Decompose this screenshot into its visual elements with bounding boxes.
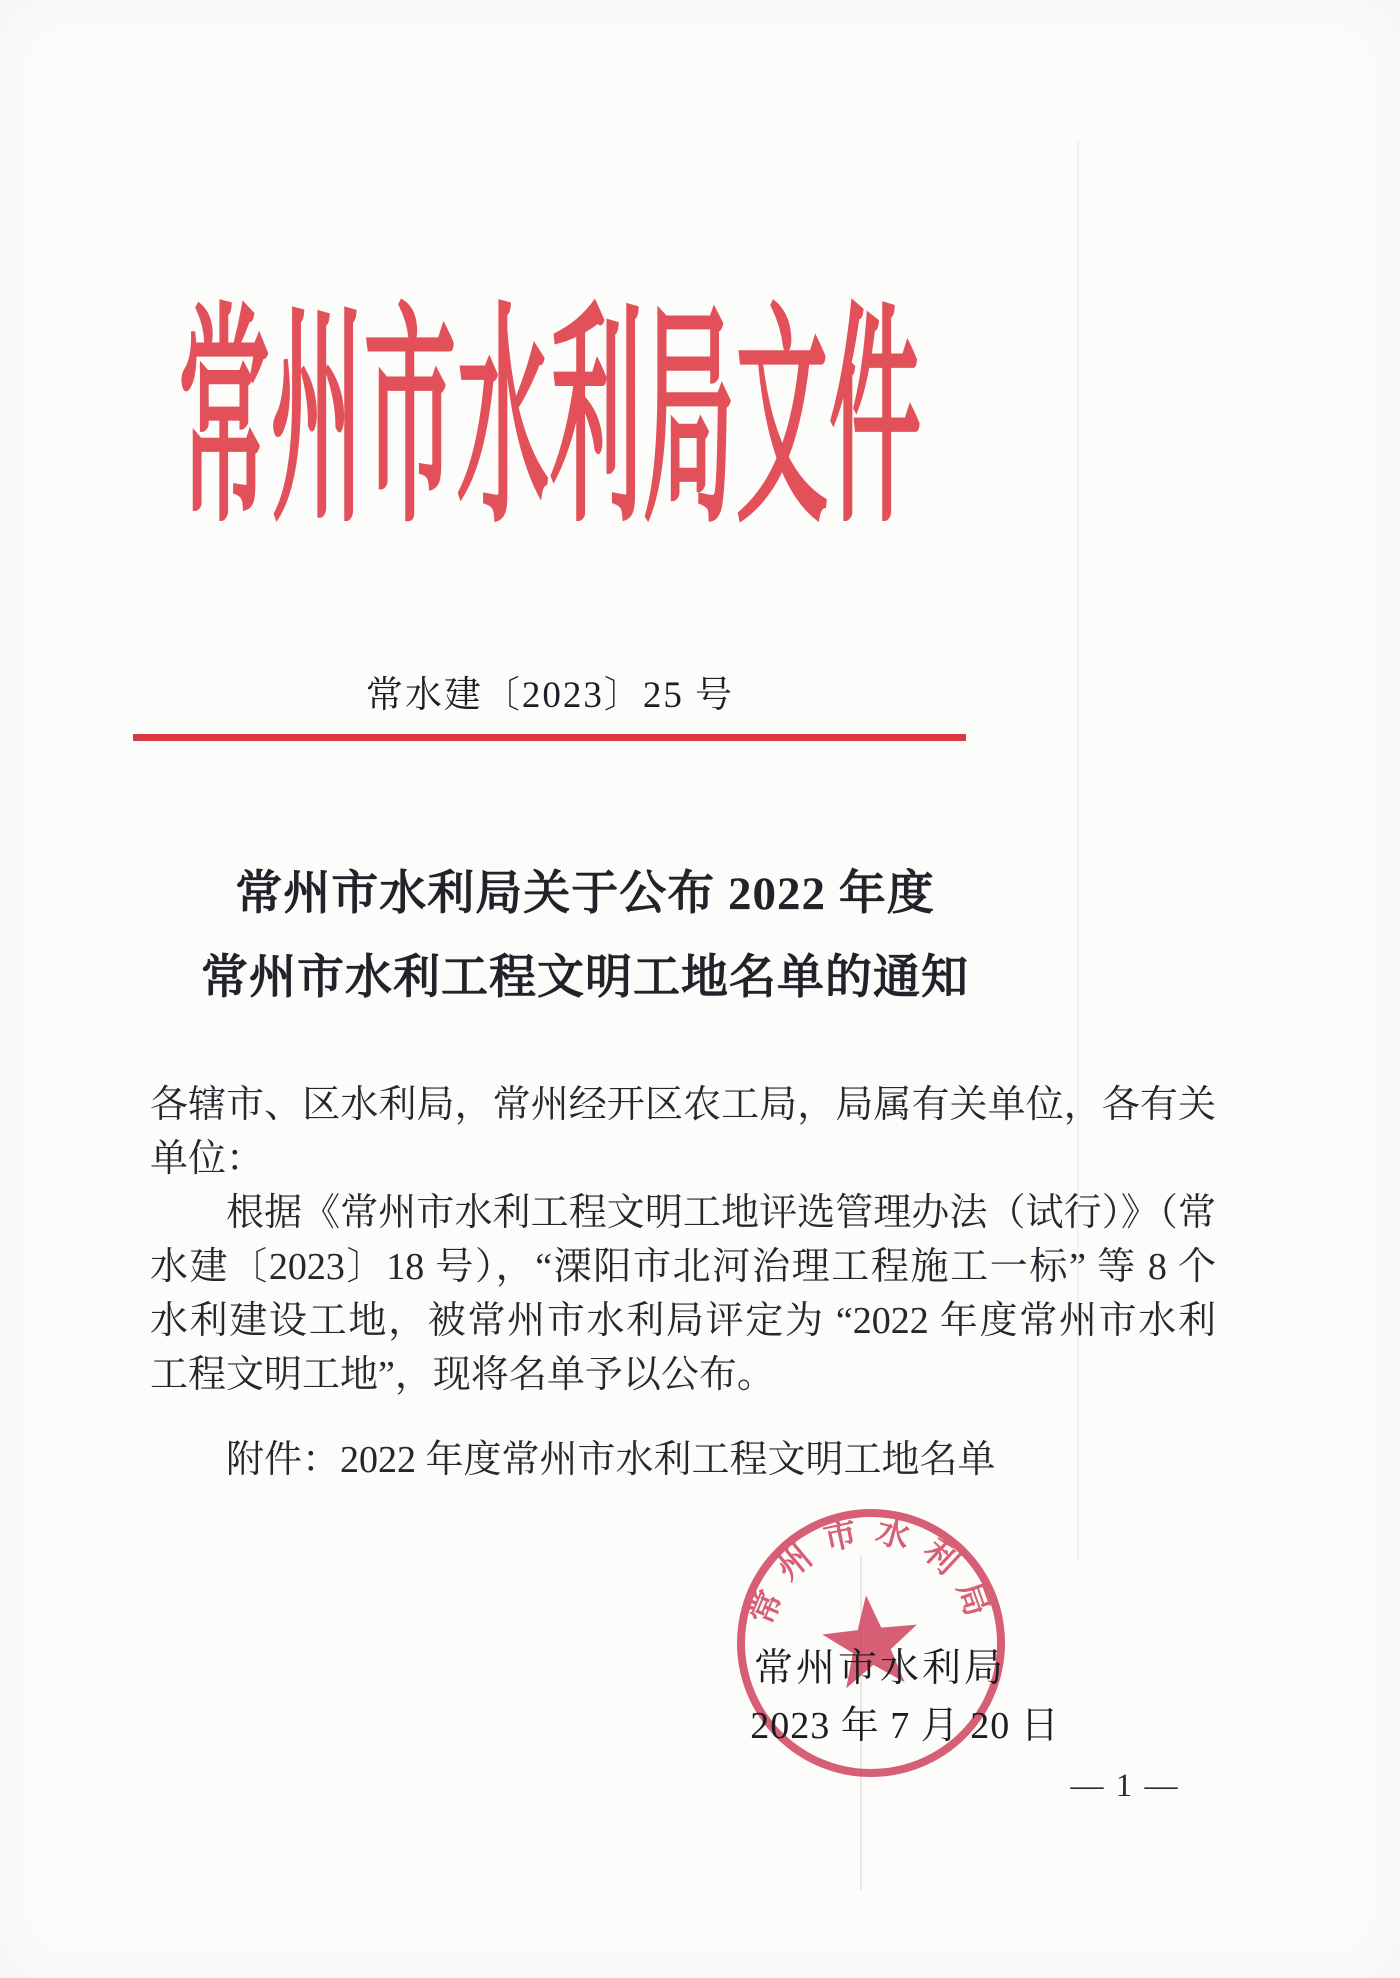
salutation-line: 单位： <box>150 1138 265 1180</box>
body-line: 工程文明工地”，现将名单予以公布。 <box>150 1354 775 1396</box>
scan-fold-line <box>1077 140 1079 1560</box>
body-text <box>150 1078 1216 1402</box>
red-divider-rule <box>133 734 966 741</box>
attachment-line: 附件：2022 年度常州市水利工程文明工地名单 <box>226 1439 996 1481</box>
document-title-line-1: 常州市水利局关于公布 2022 年度 <box>235 868 935 920</box>
seal-arc-text: 常州市水利局 <box>743 1512 1000 1635</box>
body-line: 根据《常州市水利工程文明工地评选管理办法（试行）》（常 <box>226 1192 1216 1234</box>
body-line: 水建〔2023〕18 号），“溧阳市北河治理工程施工一标” 等 8 个 <box>150 1246 1216 1288</box>
document-title-line-2: 常州市水利工程文明工地名单的通知 <box>201 952 969 1004</box>
document-number: 常水建〔2023〕25 号 <box>365 675 735 716</box>
body-line: 水利建设工地，被常州市水利局评定为 “2022 年度常州市水利 <box>150 1300 1216 1342</box>
signature-organization: 常州市水利局 <box>753 1647 1006 1690</box>
page-number: — 1 — <box>1070 1768 1180 1804</box>
signature-date: 2023 年 7 月 20 日 <box>750 1705 1060 1747</box>
document-banner: 常州市水利局文件 <box>177 290 922 551</box>
salutation-line: 各辖市、区水利局，常州经开区农工局，局属有关单位，各有关 <box>150 1084 1216 1126</box>
document-title <box>90 852 1080 1020</box>
